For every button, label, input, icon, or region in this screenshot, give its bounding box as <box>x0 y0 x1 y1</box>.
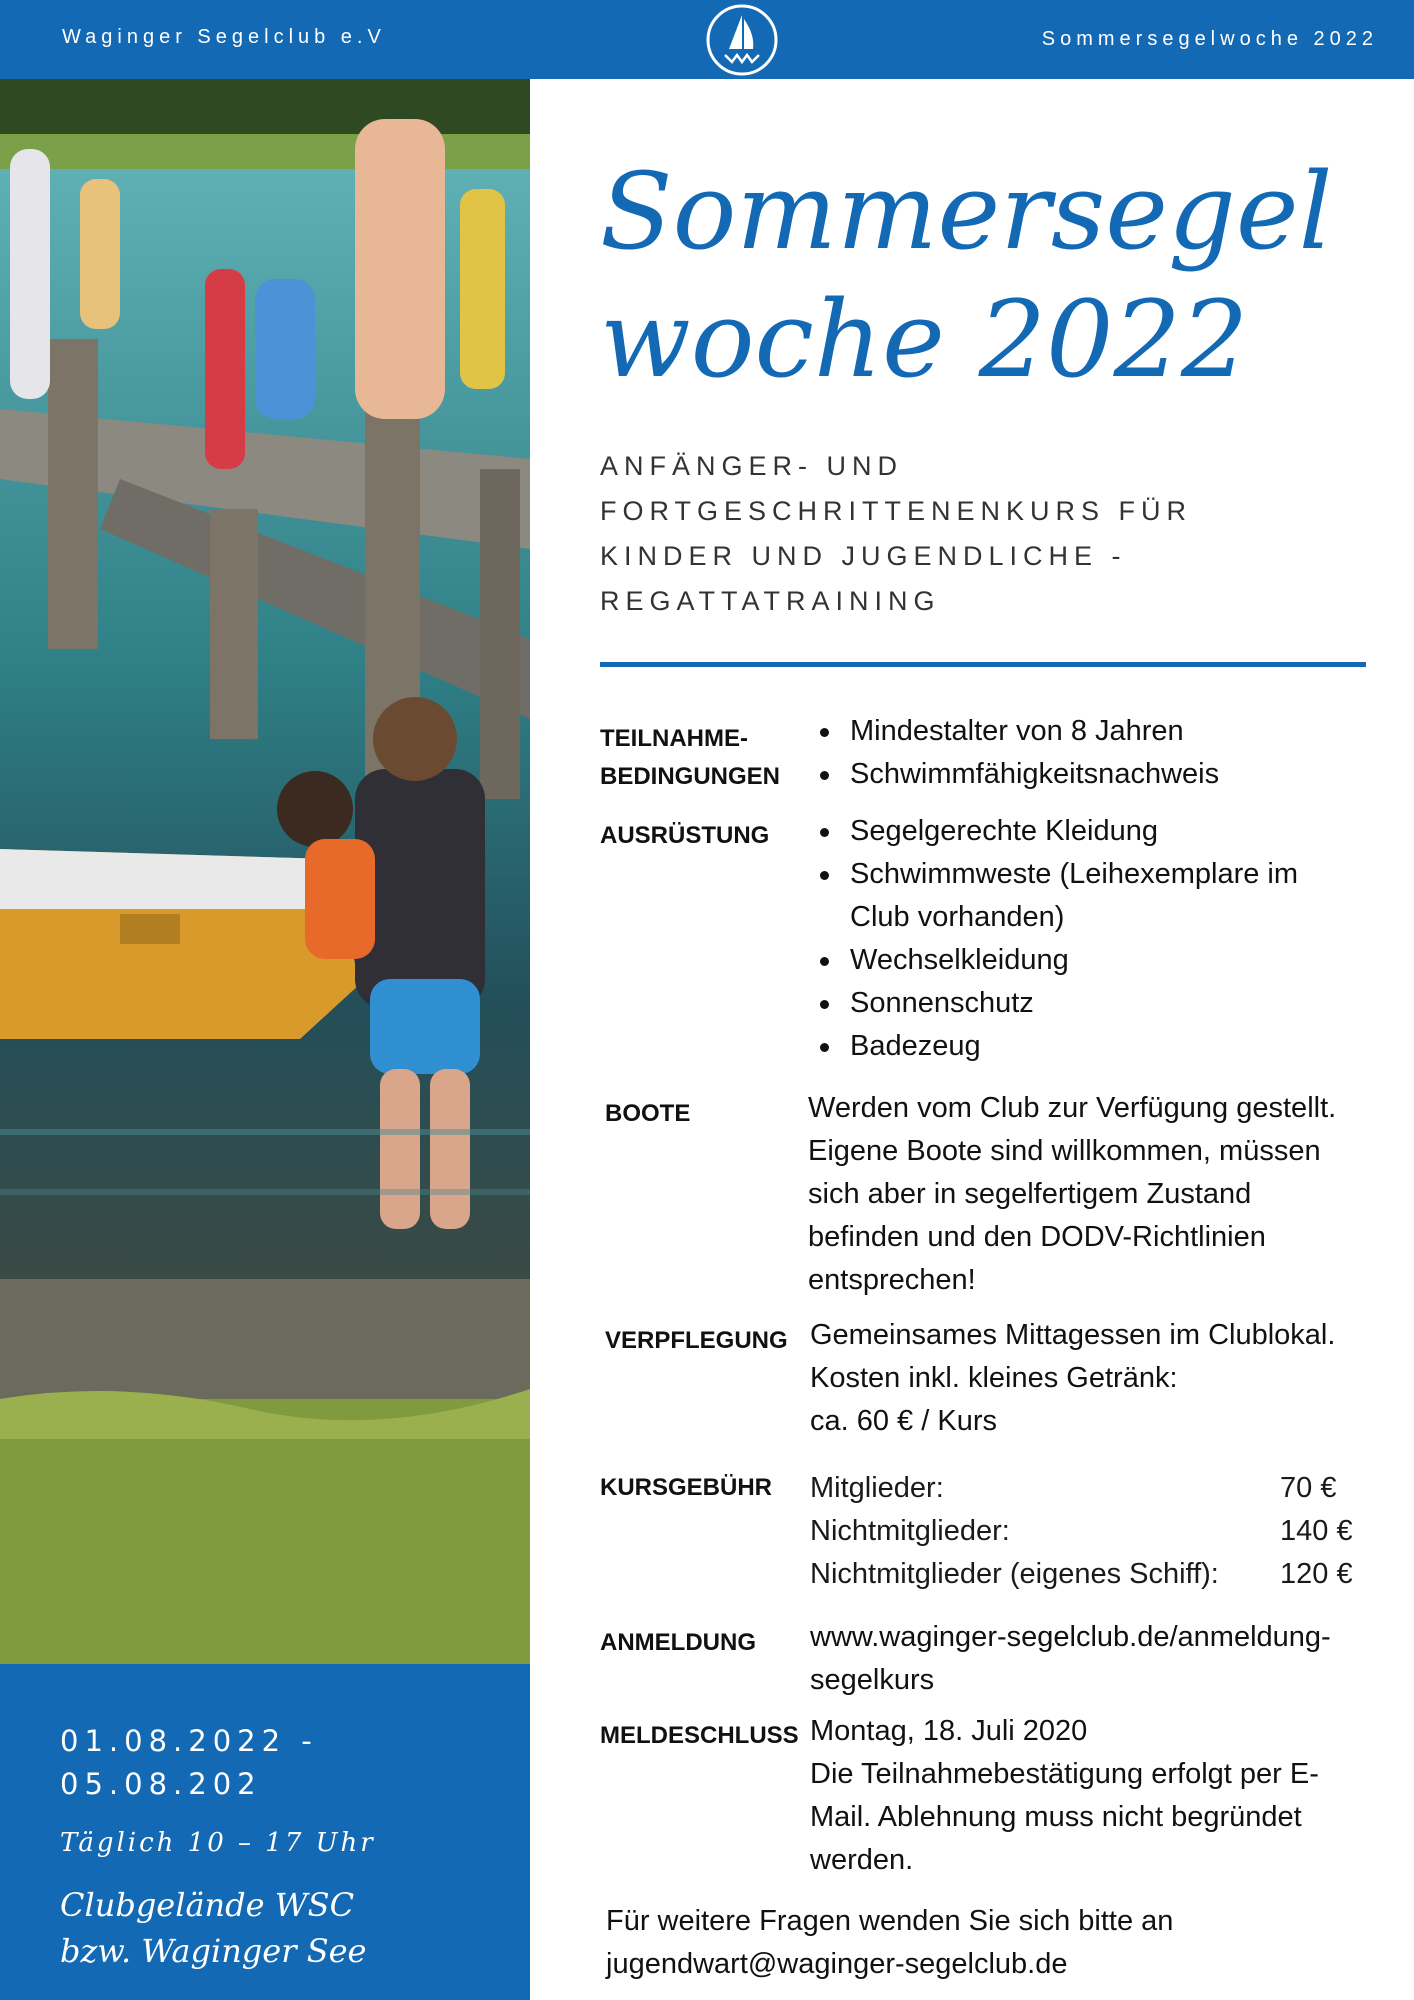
ausruestung-list <box>814 810 1354 1068</box>
list-item: Schwimmweste (Leihexemplare im Club vorhanden) <box>814 853 1354 939</box>
contact-footer: Für weitere Fragen wenden Sie sich bitte an jugendwart@waginger-segelclub.de <box>606 1900 1173 1986</box>
fee-row: Mitglieder: 70 € <box>810 1472 1337 1504</box>
date-range: 01.08.2022 - 05.08.202 <box>60 1724 318 1801</box>
label-verpflegung: VERPFLEGUNG <box>605 1327 788 1354</box>
label-meldeschluss: MELDESCHLUSS <box>600 1722 799 1749</box>
contact-email[interactable]: jugendwart@waginger-segelclub.de <box>606 1948 1068 1980</box>
label-teilnahme: TEILNAHME- BEDINGUNGEN <box>600 725 781 790</box>
boote-text: Werden vom Club zur Verfügung gestellt. Eigene Boote sind willkommen, müssen sich aber in segelfertigem Zustand befinden und den DODV-Richtlinien entsprechen! <box>808 1092 1337 1296</box>
sailboat-logo-icon <box>705 3 779 77</box>
verpflegung-text: Gemeinsames Mittagessen im Clublokal. Kosten inkl. kleines Getränk: ca. 60 € / Kurs <box>810 1319 1336 1437</box>
fee-table <box>810 1467 1370 1596</box>
list-item: Schwimmfähigkeitsnachweis <box>814 753 1374 796</box>
fee-row: Nichtmitglieder (eigenes Schiff): 120 € <box>810 1558 1353 1590</box>
event-name: Sommersegelwoche 2022 <box>1041 28 1378 50</box>
anmeldung-link[interactable]: www.waginger-segelclub.de/anmeldung- segelkurs <box>810 1621 1331 1696</box>
divider <box>600 662 1366 667</box>
list-item: Mindestalter von 8 Jahren <box>814 710 1374 753</box>
fee-row: Nichtmitglieder: 140 € <box>810 1515 1353 1547</box>
label-kursgebuehr: KURSGEBÜHR <box>600 1474 773 1501</box>
meldeschluss-text: Montag, 18. Juli 2020 Die Teilnahmebestätigung erfolgt per E-Mail. Ablehnung muss nicht begründet werden. <box>810 1715 1319 1876</box>
list-item: Sonnenschutz <box>814 982 1354 1025</box>
club-name: Waginger Segelclub e.V <box>62 26 386 48</box>
location: Clubgelände WSC bzw. Waginger See <box>60 1886 367 1970</box>
teilnahme-list <box>814 710 1374 796</box>
list-item: Segelgerechte Kleidung <box>814 810 1354 853</box>
label-ausruestung: AUSRÜSTUNG <box>600 822 770 849</box>
hero-photo <box>0 79 530 1664</box>
date-info-box <box>0 1664 530 2000</box>
top-bar <box>0 0 1414 79</box>
list-item: Wechselkleidung <box>814 939 1354 982</box>
subtitle: ANFÄNGER- UND FORTGESCHRITTENENKURS FÜR KINDER UND JUGENDLICHE - REGATTATRAINING <box>600 451 1193 616</box>
label-anmeldung: ANMELDUNG <box>600 1629 756 1656</box>
label-boote: BOOTE <box>605 1100 691 1127</box>
page-title: Sommersegel woche 2022 <box>600 150 1333 401</box>
list-item: Badezeug <box>814 1025 1354 1068</box>
daily-time: Täglich 10 – 17 Uhr <box>60 1828 376 1858</box>
